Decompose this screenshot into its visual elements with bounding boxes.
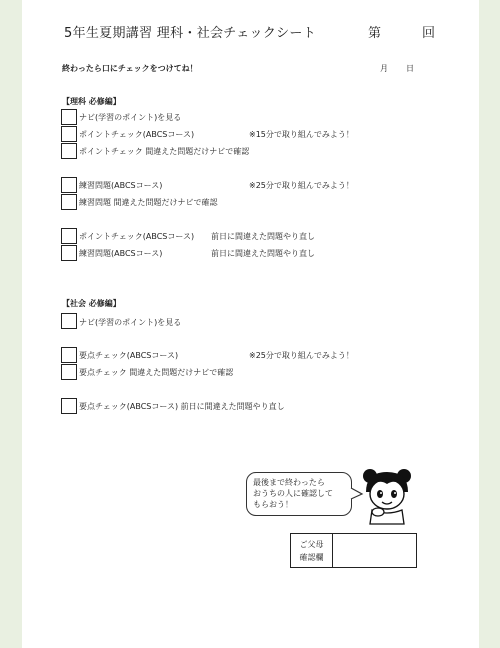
sheet-title: 5年生夏期講習 理科・社会チェックシート bbox=[64, 26, 317, 41]
science-item-5: 練習問題 間違えた問題だけナビで確認 bbox=[79, 198, 218, 207]
science-note-2: ※15分で取り組んでみよう！ bbox=[249, 130, 354, 139]
science-item-4: 練習問題(ABCSコース) bbox=[79, 181, 163, 190]
science-checkbox-3[interactable] bbox=[61, 143, 77, 159]
social-heading: 【社会 必修編】 bbox=[62, 299, 121, 308]
bubble-line-3: もらおう！ bbox=[253, 500, 293, 509]
science-item-6: ポイントチェック(ABCSコース) bbox=[79, 232, 195, 241]
social-checkbox-3[interactable] bbox=[61, 364, 77, 380]
science-item-7: 練習問題(ABCSコース) bbox=[79, 249, 163, 258]
science-checkbox-1[interactable] bbox=[61, 109, 77, 125]
science-checkbox-2[interactable] bbox=[61, 126, 77, 142]
date-month-label: 月 bbox=[380, 64, 388, 73]
science-checkbox-7[interactable] bbox=[61, 245, 77, 261]
science-item-2: ポイントチェック(ABCSコース) bbox=[79, 130, 195, 139]
social-note-2: ※25分で取り組んでみよう！ bbox=[249, 351, 354, 360]
social-item-4: 要点チェック(ABCSコース) 前日に間違えた問題やり直し bbox=[79, 402, 285, 411]
social-checkbox-1[interactable] bbox=[61, 313, 77, 329]
science-item-1: ナビ(学習のポイント)を見る bbox=[79, 113, 182, 122]
speech-bubble bbox=[246, 472, 352, 516]
parent-confirmation-box bbox=[290, 533, 417, 568]
science-item-3: ポイントチェック 間違えた問題だけナビで確認 bbox=[79, 147, 250, 156]
girl-character-illustration bbox=[358, 466, 418, 526]
science-checkbox-6[interactable] bbox=[61, 228, 77, 244]
date-day-label: 日 bbox=[406, 64, 414, 73]
social-item-1: ナビ(学習のポイント)を見る bbox=[79, 318, 182, 327]
science-checkbox-5[interactable] bbox=[61, 194, 77, 210]
social-checkbox-2[interactable] bbox=[61, 347, 77, 363]
science-note-4: ※25分で取り組んでみよう！ bbox=[249, 181, 354, 190]
session-label-dai: 第 bbox=[368, 26, 382, 41]
bubble-line-1: 最後まで終わったら bbox=[253, 478, 325, 487]
instruction-text: 終わったら口にチェックをつけてね！ bbox=[62, 64, 198, 73]
social-checkbox-4[interactable] bbox=[61, 398, 77, 414]
confirm-label-line-1: ご父母 bbox=[299, 539, 324, 549]
parent-confirmation-label bbox=[291, 534, 333, 567]
session-label-kai: 回 bbox=[422, 26, 436, 41]
confirm-label-line-2: 確認欄 bbox=[299, 552, 324, 562]
social-item-2: 要点チェック(ABCSコース) bbox=[79, 351, 179, 360]
science-heading: 【理科 必修編】 bbox=[62, 97, 121, 106]
social-item-3: 要点チェック 間違えた問題だけナビで確認 bbox=[79, 368, 234, 377]
science-note-7: 前日に間違えた問題やり直し bbox=[211, 249, 315, 258]
bubble-line-2: おうちの人に確認して bbox=[253, 489, 333, 498]
science-checkbox-4[interactable] bbox=[61, 177, 77, 193]
parent-signature-field[interactable] bbox=[333, 534, 416, 567]
science-note-6: 前日に間違えた問題やり直し bbox=[211, 232, 315, 241]
